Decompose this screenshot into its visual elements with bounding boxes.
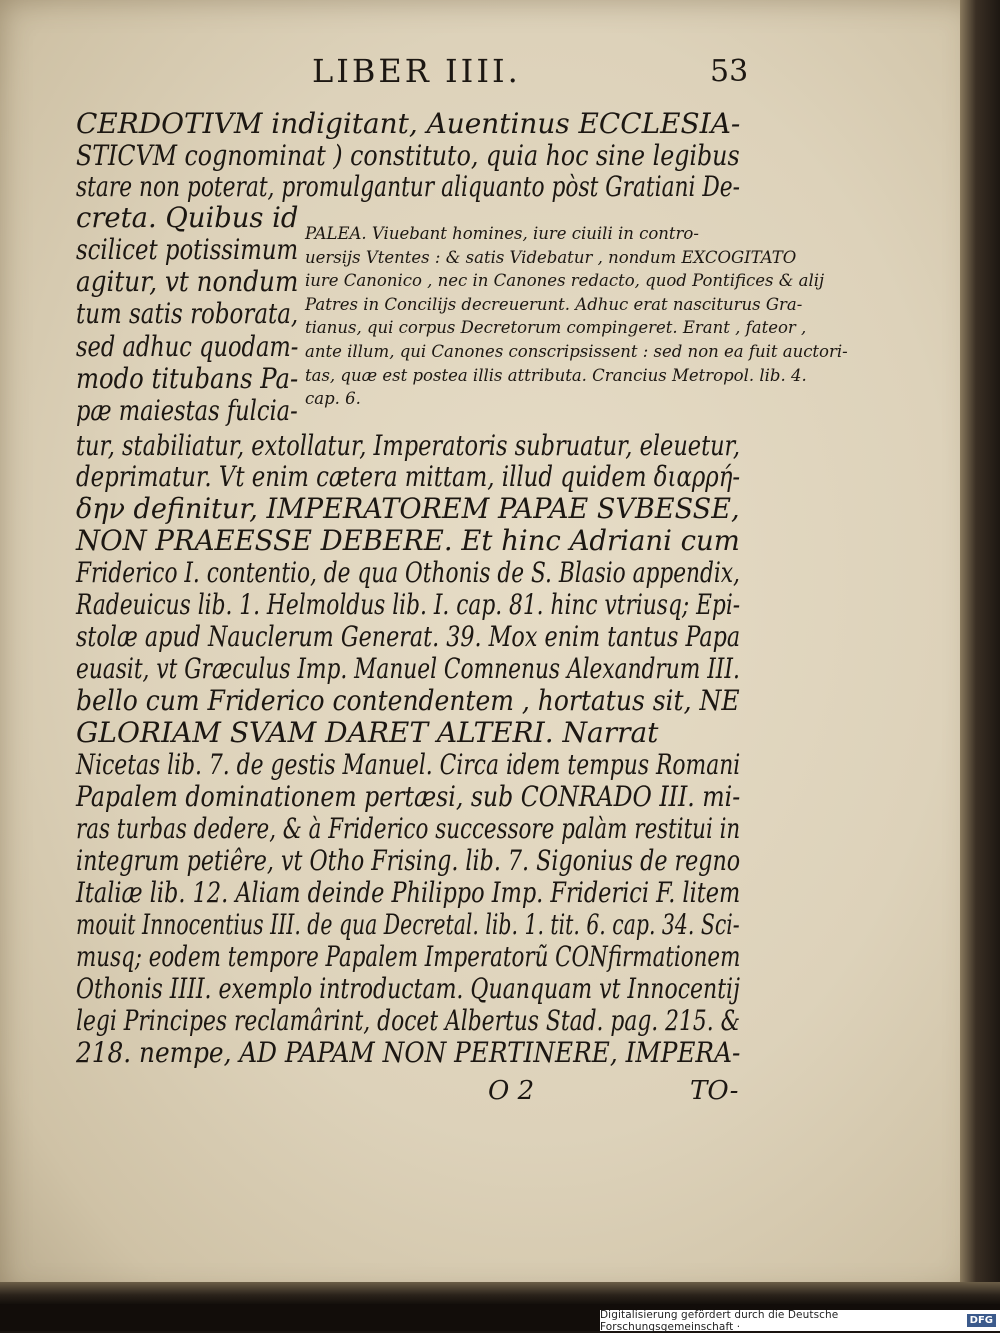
text-line: 218. nempe, AD PAPAM NON PERTINERE, IMPERA-	[76, 1036, 741, 1069]
page-edge-bottom	[0, 1282, 1000, 1304]
note-line: ante illum, qui Canones conscripsissent : sed non ea fuit auctori-	[305, 341, 848, 361]
text-line: euasit, vt Græculus Imp. Manuel Comnenus Alexandrum III.	[76, 652, 740, 685]
note-line: tianus, qui corpus Decretorum compingeret. Erant , fateor ,	[305, 318, 807, 338]
text-line: mouit Innocentius III. de qua Decretal. lib. 1. tit. 6. cap. 34. Sci-	[76, 908, 740, 941]
text-line: musq; eodem tempore Papalem Imperatorũ CONfirmationem	[76, 940, 741, 973]
text-line: Italiæ lib. 12. Aliam deinde Philippo Imp. Friderici F. litem	[76, 876, 741, 909]
text-line: Nicetas lib. 7. de gestis Manuel. Circa idem tempus Romani	[76, 748, 741, 781]
column-line: modo titubans Pa-	[76, 362, 299, 395]
note-line: iure Canonico , nec in Canones redacto, quod Pontifices & alij	[305, 271, 825, 291]
column-line: sed adhuc quodam-	[76, 330, 299, 363]
text-line: bello cum Friderico contendentem , hortatus sit, NE	[76, 684, 740, 717]
text-line: deprimatur. Vt enim cætera mittam, illud quidem διαρρή-	[76, 460, 741, 493]
text-line: ras turbas dedere, & à Friderico successore palàm restitui in	[76, 812, 741, 845]
text-line: Othonis IIII. exemplo introductam. Quanquam vt Innocentij	[76, 972, 740, 1005]
marginal-note	[305, 222, 885, 411]
column-line: creta. Quibus id	[76, 201, 299, 234]
text-line: Radeuicus lib. 1. Helmoldus lib. I. cap. 81. hinc vtriusq; Epi-	[76, 588, 741, 621]
page-edge-right	[960, 0, 1000, 1300]
column-line: pæ maiestas fulcia-	[76, 394, 298, 427]
text-line: Friderico I. contentio, de qua Othonis de S. Blasio appendix,	[76, 556, 740, 589]
text-line: stare non poterat, promulgantur aliquanto pòst Gratiani De-	[76, 170, 740, 203]
attribution-bar	[600, 1310, 1000, 1331]
text-line: tur, stabiliatur, extollatur, Imperatoris subruatur, eleuetur,	[76, 429, 740, 462]
attribution-text: Digitalisierung gefördert durch die Deutsche Forschungsgemeinschaft ·	[600, 1308, 839, 1333]
text-line: integrum petiêre, vt Otho Frising. lib. 7. Sigonius de regno	[76, 844, 741, 877]
note-line: cap. 6.	[305, 389, 361, 409]
text-line: δην definitur, IMPERATOREM PAPAE SVBESSE,	[76, 492, 740, 525]
dfg-logo: DFG	[967, 1314, 996, 1327]
catchword: TO-	[690, 1076, 739, 1106]
page-header	[0, 52, 960, 98]
column-line: tum satis roborata,	[76, 297, 299, 330]
text-line: legi Principes reclamârint, docet Albertus Stad. pag. 215. &	[76, 1004, 740, 1037]
signature-mark: O 2	[488, 1076, 535, 1106]
note-line: Patres in Concilijs decreuerunt. Adhuc erat nasciturus Gra-	[305, 294, 803, 314]
text-line: Papalem dominationem pertæsi, sub CONRADO III. mi-	[76, 780, 741, 813]
text-line: NON PRAEESSE DEBERE. Et hinc Adriani cum	[76, 524, 740, 557]
text-line: stolæ apud Nauclerum Generat. 39. Mox enim tantus Papa	[76, 620, 741, 653]
text-line: CERDOTIVM indigitant, Auentinus ECCLESIA-	[76, 107, 741, 140]
text-line: STICVM cognominat ) constituto, quia hoc sine legibus	[76, 139, 740, 172]
note-line: PALEA. Viuebant homines, iure ciuili in contro-	[305, 224, 699, 243]
note-line: tas, quæ est postea illis attributa. Crancius Metropol. lib. 4.	[305, 365, 807, 385]
note-line: uersijs Vtentes : & satis Videbatur , nondum EXCOGITATO	[305, 247, 797, 267]
column-line: scilicet potissimum	[76, 233, 299, 266]
page-number: 53	[710, 54, 749, 89]
text-line: GLORIAM SVAM DARET ALTERI. Narrat	[76, 716, 659, 749]
column-line: agitur, vt nondum	[76, 265, 299, 298]
running-head: LIBER IIII.	[312, 52, 521, 90]
